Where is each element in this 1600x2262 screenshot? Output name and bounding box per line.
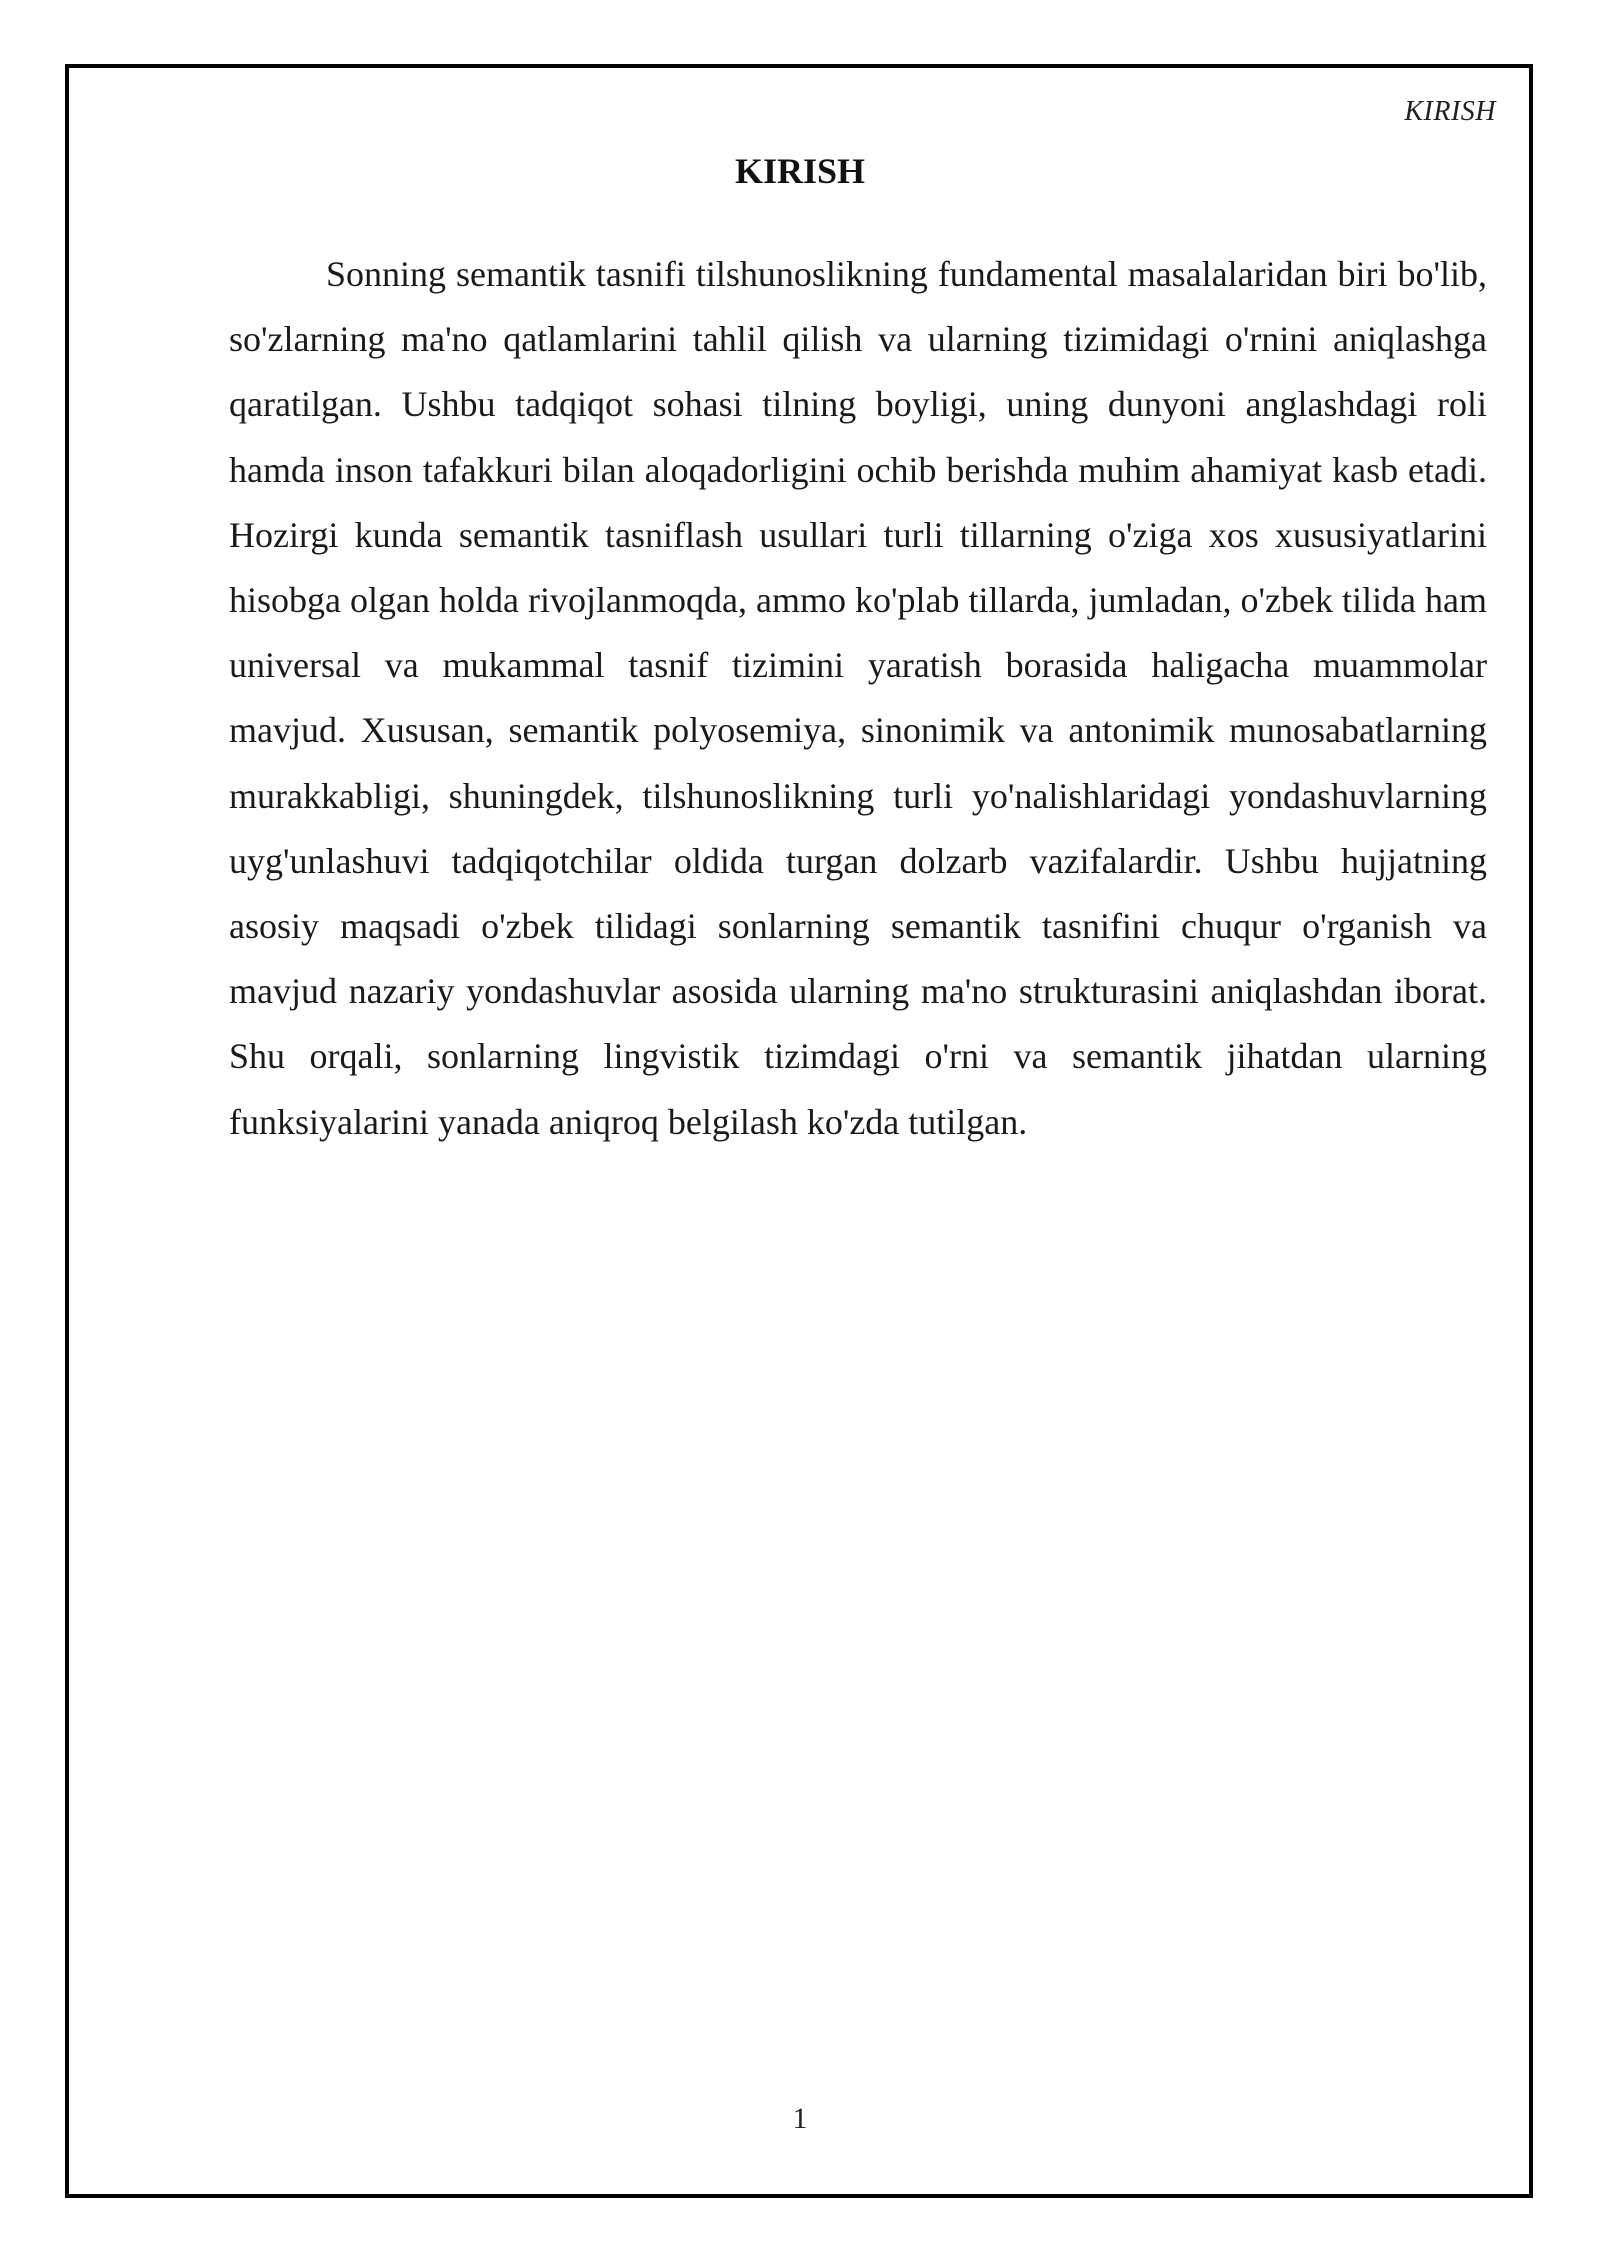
body-paragraph: Sonning semantik tasnifi tilshunoslikning fundamental masalalaridan biri bo'lib, so'zlarning ma'no qatlamlarini tahlil qilish va ularning tizimidagi o'rnini aniqlashga qaratilgan. Ushbu tadqiqot sohasi tilning boyligi, uning dunyoni anglashdagi roli hamda inson tafakkuri bilan aloqadorligini ochib berishda muhim ahamiyat kasb etadi. Hozirgi kunda semantik tasniflash usullari turli tillarning o'ziga xos xususiyatlarini hisobga olgan holda rivojlanmoqda, ammo ko'plab tillarda, jumladan, o'zbek tilida ham universal va mukammal tasnif tizimini yaratish borasida haligacha muammolar mavjud. Xususan, semantik polyosemiya, sinonimik va antonimik munosabatlarning murakkabligi, shuningdek, tilshunoslikning turli yo'nalishlaridagi yondashuvlarning uyg'unlashuvi tadqiqotchilar oldida turgan dolzarb vazifalardir. Ushbu hujjatning asosiy maqsadi o'zbek tilidagi sonlarning semantik tasnifini chuqur o'rganish va mavjud nazariy yondashuvlar asosida ularning ma'no strukturasini aniqlashdan iborat. Shu orqali, sonlarning lingvistik tizimdagi o'rni va semantik jihatdan ularning funksiyalarini yanada aniqroq belgilash ko'zda tutilgan. <box>229 254 1487 1142</box>
section-title: KIRISH <box>734 151 866 191</box>
page-number: 1 <box>792 2102 808 2135</box>
running-header: KIRISH <box>1404 96 1496 127</box>
